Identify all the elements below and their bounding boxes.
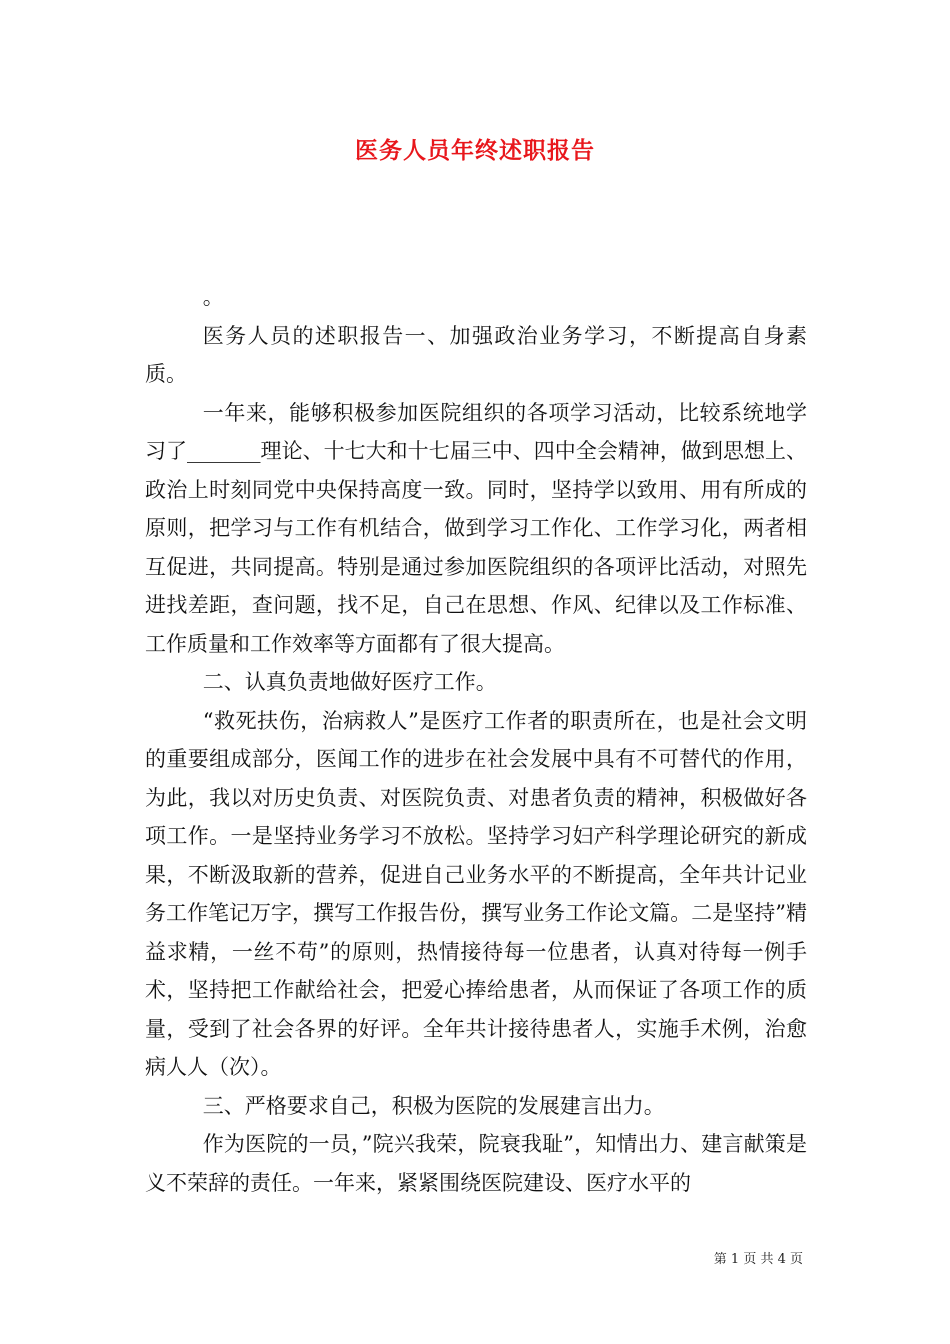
paragraph: 作为医院的一员，”院兴我荣，院衰我耻”，知情出力、建言献策是义不荣辞的责任。一年来，紧紧围绕医院建设、医疗水平的 [145,1132,807,1195]
document-title: 医务人员年终述职报告 [355,137,595,164]
paragraph: 一年来，能够积极参加医院组织的各项学习活动，比较系统地学习了_______理论、十七大和十七届三中、四中全会精神，做到思想上、政治上时刻同党中央保持高度一致。同时，坚持学以致用、用有所成的原则，把学习与工作有机结合，做到学习工作化、工作学习化，两者相互促进，共同提高。特别是通过参加医院组织的各项评比活动，对照先进找差距，查问题，找不足，自己在思想、作风、纪律以及工作标准、工作质量和工作效率等方面都有了很大提高。 [145,400,807,656]
page-number-footer: 第 1 页 共 4 页 [713,1252,803,1267]
paragraph: “救死扶伤，治病救人”是医疗工作者的职责所在，也是社会文明的重要组成部分，医闻工作的进步在社会发展中具有不可替代的作用，为此，我以对历史负责、对医院负责、对患者负责的精神，积极做好各项工作。一是坚持业务学习不放松。坚持学习妇产科学理论研究的新成果，不断汲取新的营养，促进自己业务水平的不断提高，全年共计记业务工作笔记万字，撰写工作报告份，撰写业务工作论文篇。二是坚持”精益求精，一丝不苟”的原则，热情接待每一位患者，认真对待每一例手术，坚持把工作献给社会，把爱心捧给患者，从而保证了各项工作的质量，受到了社会各界的好评。全年共计接待患者人，实施手术例，治愈病人人（次）。 [145,708,807,1079]
paragraph: 三、严格要求自己，积极为医院的发展建言出力。 [202,1093,665,1118]
document-body [145,278,807,1202]
paragraph: 二、认真负责地做好医疗工作。 [202,670,497,694]
paragraph: 。 [202,285,224,309]
paragraph: 医务人员的述职报告一、加强政治业务学习，不断提高自身素质。 [145,323,807,386]
